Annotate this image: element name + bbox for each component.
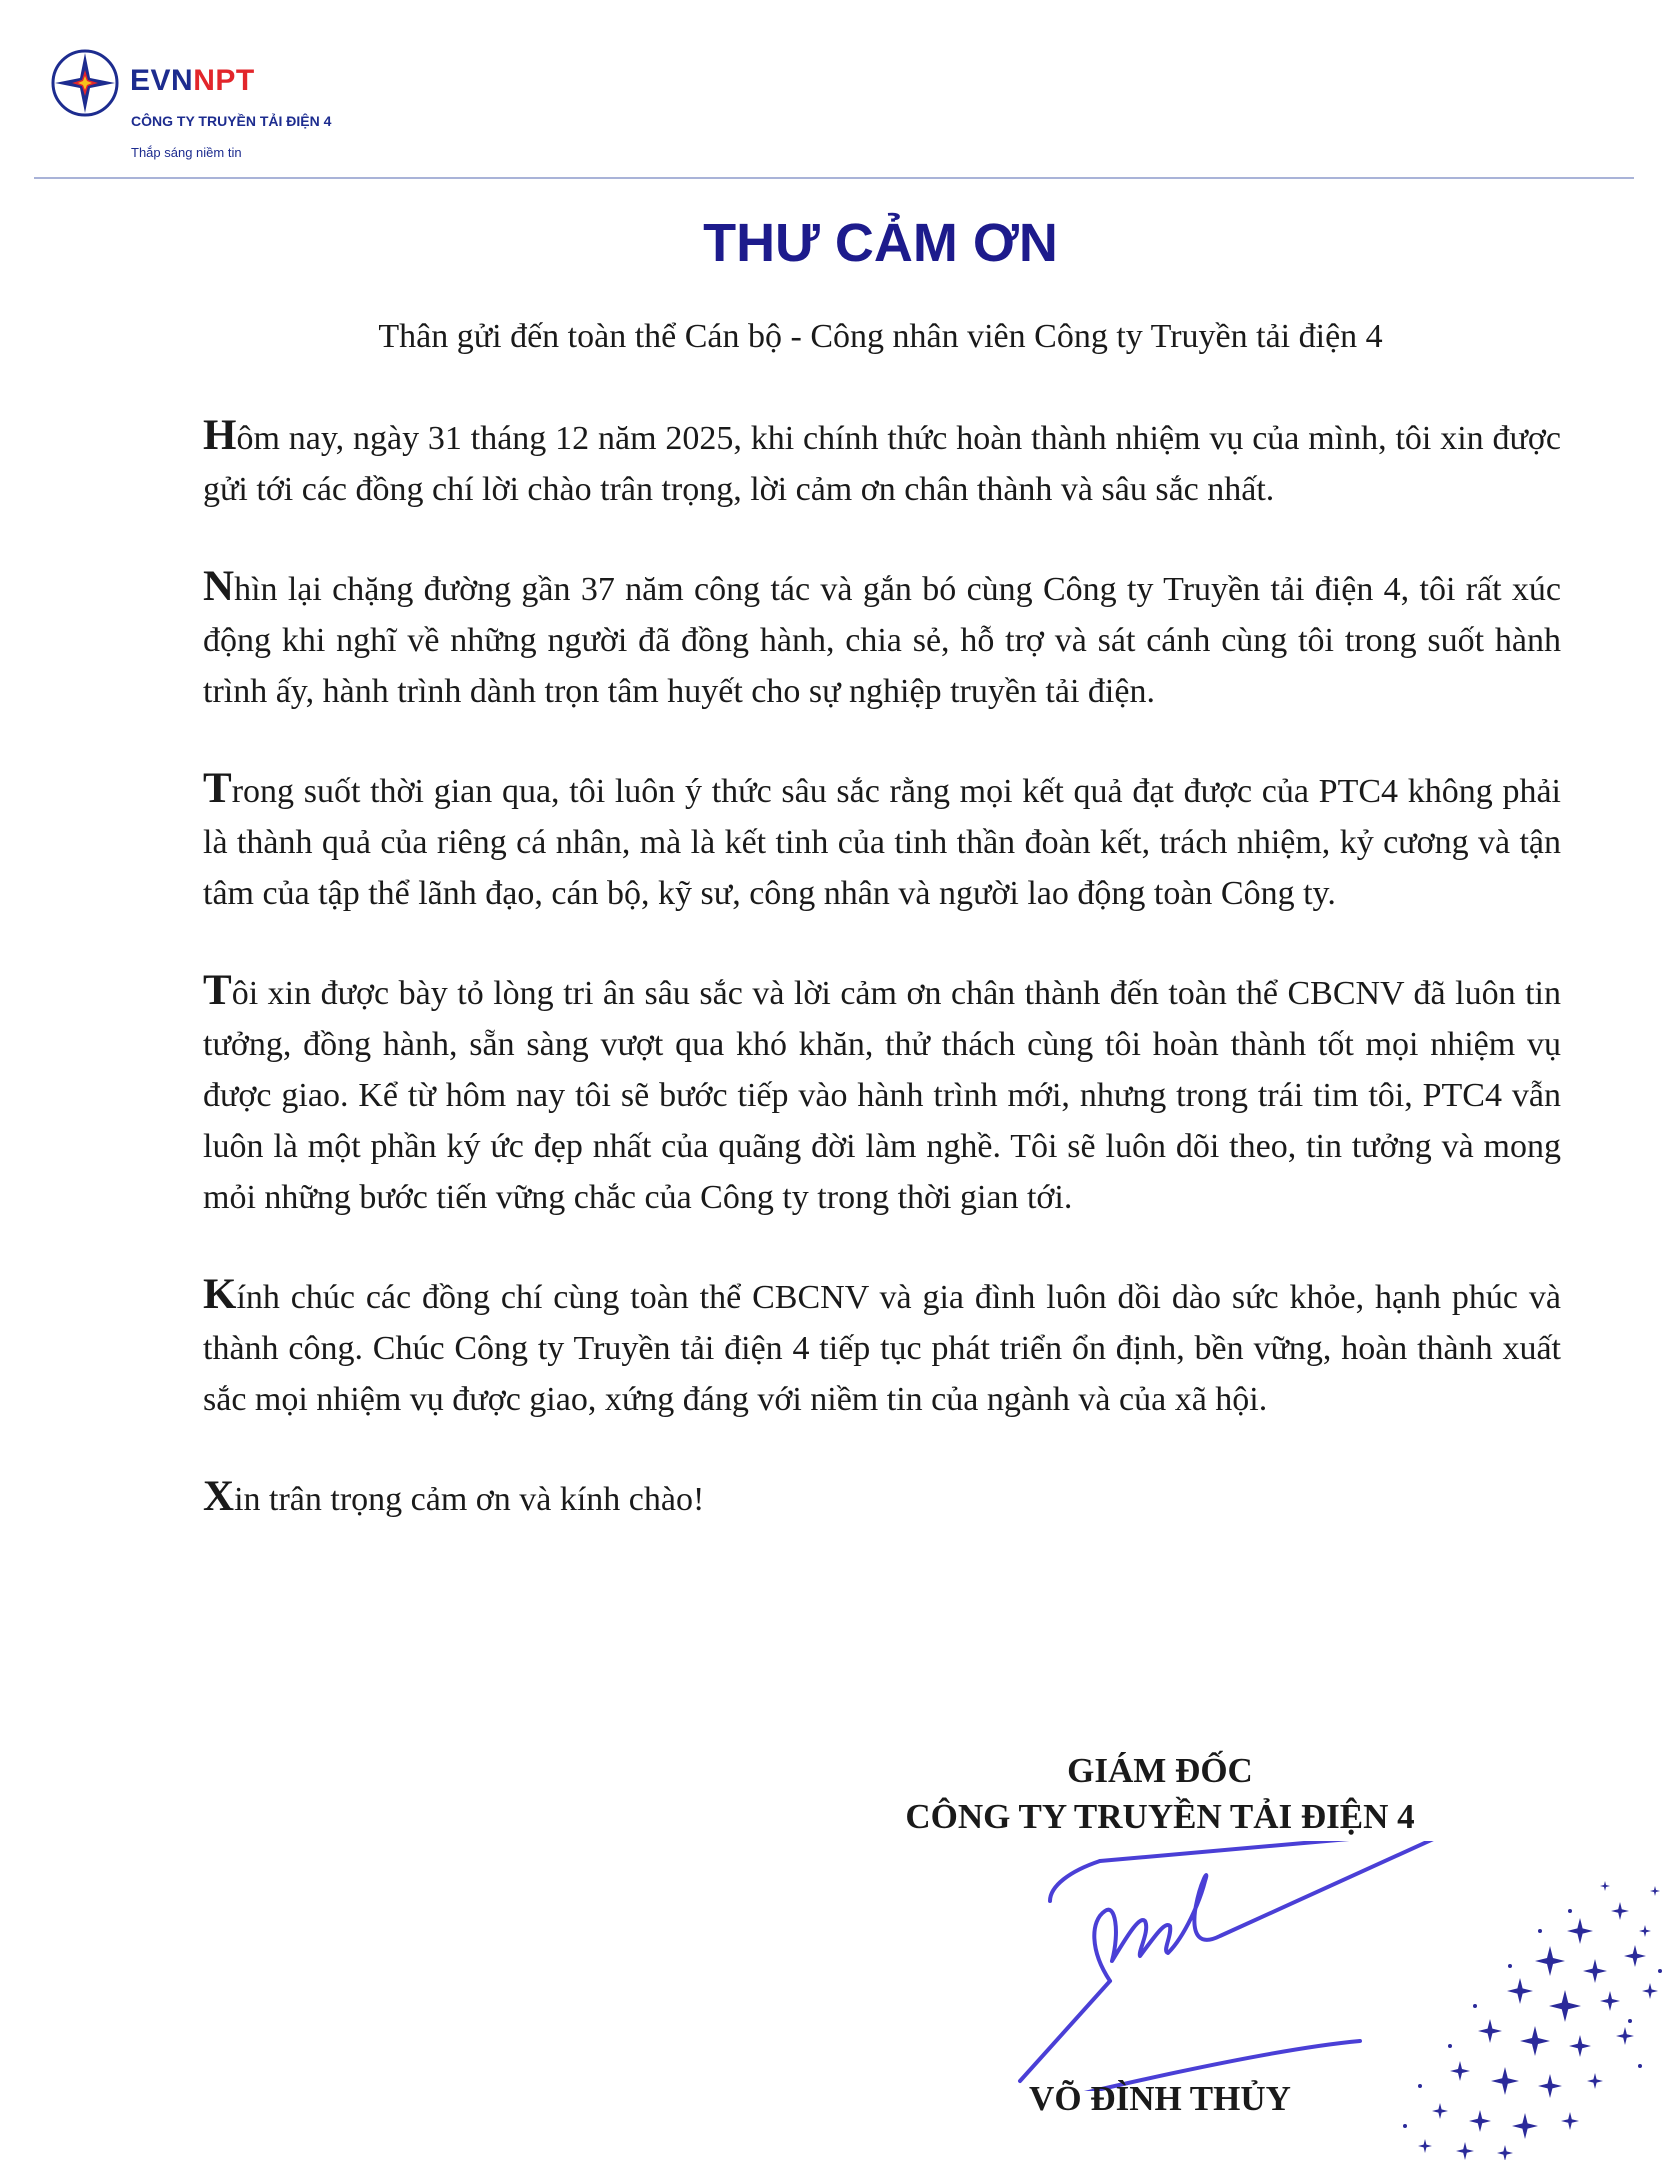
letterhead [0,0,1669,180]
signatory-name: VÕ ĐÌNH THỦY [1029,2079,1291,2118]
paragraph-text: ính chúc các đồng chí cùng toàn thể CBCNV và gia đình luôn dồi dào sức khỏe, hạnh phúc và thành công. Chúc Công ty Truyền tải điện 4 tiếp tục phát triển ổn định, bền vững, hoàn thành xuất sắc mọi nhiệm vụ được giao, xứng đáng với niềm tin của ngành và của xã hội. [203,1279,1561,1418]
paragraph [203,561,1561,717]
paragraph [203,763,1561,919]
closing-initial: X [203,1473,235,1520]
paragraph-initial: K [203,1271,237,1318]
paragraph-initial: H [203,412,237,459]
signatory-company: CÔNG TY TRUYỀN TẢI ĐIỆN 4 [905,1797,1415,1836]
letter-body [203,410,1561,1525]
signature-block [0,1751,1669,2160]
closing-text: in trân trọng cảm ơn và kính chào! [234,1481,705,1518]
paragraph [203,965,1561,1223]
sparkle-decoration-icon [1380,1871,1669,2160]
brand-wordmark [130,64,255,98]
paragraph-text: hìn lại chặng đường gần 37 năm công tác và gắn bó cùng Công ty Truyền tải điện 4, tôi rất xúc động khi nghĩ về những người đã đồng hành, chia sẻ, hỗ trợ và sát cánh cùng tôi trong suốt hành trình ấy, hành trình dành trọn tâm huyết cho sự nghiệp truyền tải điện. [203,571,1561,710]
closing-line [203,1471,1561,1525]
signatory-role: GIÁM ĐỐC [1067,1751,1253,1790]
paragraph-initial: T [203,765,232,812]
salutation: Thân gửi đến toàn thể Cán bộ - Công nhân viên Công ty Truyền tải điện 4 [378,318,1383,355]
paragraph-text: ôm nay, ngày 31 tháng 12 năm 2025, khi chính thức hoàn thành nhiệm vụ của mình, tôi xin được gửi tới các đồng chí lời chào trân trọng, lời cảm ơn chân thành và sâu sắc nhất. [203,420,1561,508]
paragraph [203,1269,1561,1425]
paragraph-text: ôi xin được bày tỏ lòng tri ân sâu sắc và lời cảm ơn chân thành đến toàn thể CBCNV đã luôn tin tưởng, đồng hành, sẵn sàng vượt qua khó khăn, thử thách cùng tôi hoàn thành tốt mọi nhiệm vụ được giao. Kể từ hôm nay tôi sẽ bước tiếp vào hành trình mới, nhưng trong trái tim tôi, PTC4 vẫn luôn là một phần ký ức đẹp nhất của quãng đời làm nghề. Tôi sẽ luôn dõi theo, tin tưởng và mong mỏi những bước tiến vững chắc của Công ty trong thời gian tới. [203,975,1561,1216]
paragraph-initial: T [203,967,232,1014]
paragraph-initial: N [203,563,235,610]
paragraph-text: rong suốt thời gian qua, tôi luôn ý thức sâu sắc rằng mọi kết quả đạt được của PTC4 không phải là thành quả của riêng cá nhân, mà là kết tinh của tinh thần đoàn kết, trách nhiệm, kỷ cương và tận tâm của tập thể lãnh đạo, cán bộ, kỹ sư, công nhân và người lao động toàn Công ty. [203,773,1561,912]
header-divider [34,177,1634,179]
company-name: CÔNG TY TRUYỀN TẢI ĐIỆN 4 [131,113,332,129]
evnnpt-logo-icon [50,48,120,118]
slogan: Thắp sáng niềm tin [131,145,242,160]
brand-npt: NPT [193,64,255,97]
paragraph [203,410,1561,515]
handwritten-signature [900,1841,1460,2091]
brand-evn: EVN [130,64,194,97]
letter-title: THƯ CẢM ƠN [703,213,1058,273]
